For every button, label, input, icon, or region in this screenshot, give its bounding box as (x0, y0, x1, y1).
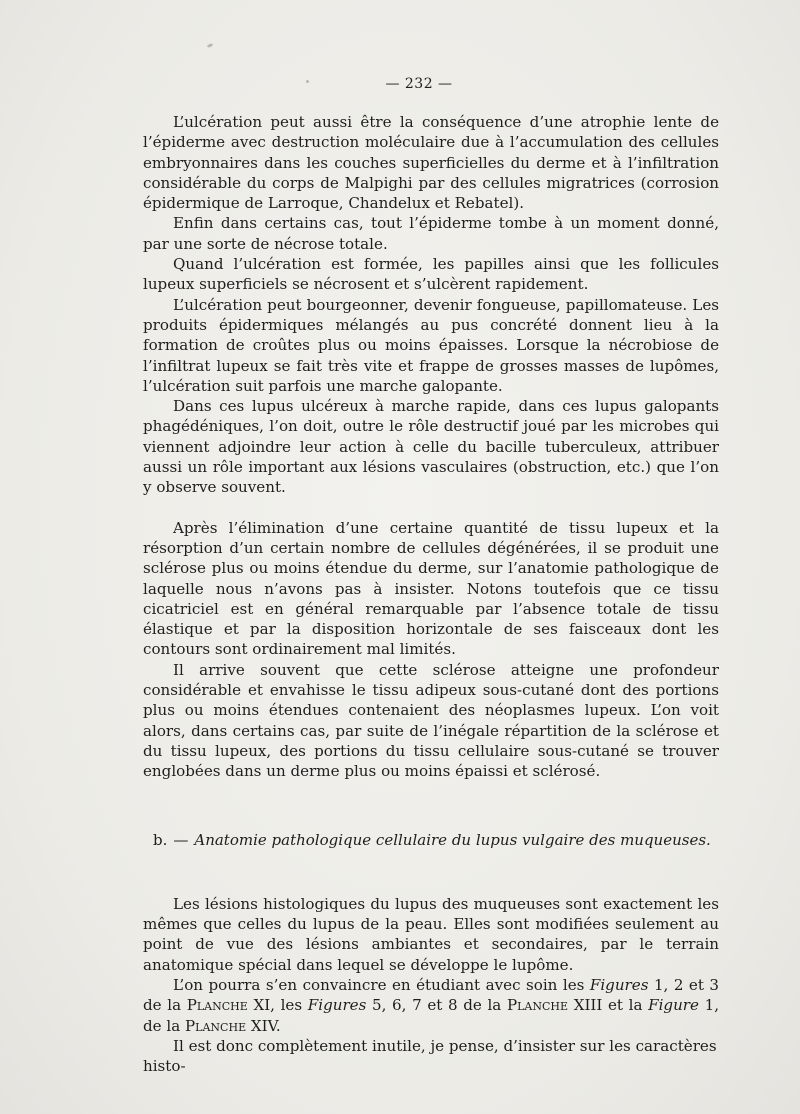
paragraph: L’ulcération peut bourgeonner, devenir fongueuse, papillomateuse. Les produits épidermiques mélangés au pus concrété donnent lieu à la formation de croûtes plus ou moins épaisses. Lorsque la nécrobiose de l’infiltrat lupeux se fait très vite et frappe de grosses masses de lupômes, l’ulcération suit parfois une marche galopante. (143, 295, 719, 395)
plate-ref: Planche (186, 996, 248, 1015)
text-run: 5, 6, 7 et 8 de la (366, 996, 507, 1015)
text-run: XI, les (247, 996, 308, 1015)
text-column (143, 112, 719, 1076)
plate-ref: Planche (506, 996, 569, 1015)
text-run: L’on pourra s’en convaincre en étudiant avec soin les (173, 975, 590, 994)
text-run: 1, 2 et 3 de la (143, 975, 720, 1015)
figure-ref: Figures (589, 975, 649, 994)
paragraph: Après l’élimination d’une certaine quantité de tissu lupeux et la résorption d’un certain nombre de cellules dégénérées, il se produit une sclérose plus ou moins étendue du derme, sur l’anatomie pathologique de laquelle nous n’avons pas à insister. Notons toutefois que ce tissu cicatriciel est en général remarquable par l’absence totale de tissu élastique et par la disposition horizontale de ses faisceaux dont les contours sont ordinairement mal limités. (143, 518, 719, 659)
text-run: XIV. (246, 1016, 281, 1035)
paragraph: Enfin dans certains cas, tout l’épiderme tombe à un moment donné, par une sorte de nécrose totale. (143, 214, 719, 253)
figure-ref: Figure (648, 996, 699, 1015)
paragraph: Quand l’ulcération est formée, les papilles ainsi que les follicules lupeux superficiels se nécrosent et s’ulcèrent rapidement. (143, 255, 719, 294)
text-run: 1, de la (143, 996, 720, 1035)
figure-reference-paragraph (143, 975, 719, 1036)
paragraph: Il arrive souvent que cette sclérose atteigne une profondeur considérable et envahisse le tissu adipeux sous-cutané dont des portions plus ou moins étendues contenaient des néoplasmes lupeux. L’on voit alors, dans certains cas, par suite de l’inégale répartition de la sclérose et du tissu lupeux, des portions du tissu cellulaire sous-cutané se trouver englobées dans un derme plus ou moins épaissi et sclérosé. (143, 660, 719, 781)
paper-speck (207, 43, 214, 48)
paragraph: Il est donc complètement inutile, je pense, d’insister sur les caractères histo- (143, 1036, 717, 1076)
plate-ref: Planche (185, 1016, 247, 1035)
section-title: Anatomie pathologique cellulaire du lupus vulgaire des muqueuses. (194, 830, 711, 849)
paragraph: L’ulcération peut aussi être la conséquence d’une atrophie lente de l’épiderme avec destruction moléculaire due à l’accumulation des cellules embryonnaires dans les couches superficielles du derme et à l’infiltration considérable du corps de Malpighi par des cellules migratrices (corrosion épidermique de Larroque, Chandelux et Rebatel). (143, 113, 719, 213)
figure-ref: Figures (307, 996, 367, 1015)
section-letter: b. (153, 830, 168, 849)
text-run: XIII et la (568, 996, 649, 1015)
page-number: — 232 — (385, 76, 453, 92)
paragraph: Les lésions histologiques du lupus des muqueuses sont exactement les mêmes que celles du lupus de la peau. Elles sont modifiées seulement au point de vue des lésions ambiantes et secondaires, par le terrain anatomique spécial dans lequel se développe le lupôme. (143, 894, 719, 974)
paragraph: Dans ces lupus ulcéreux à marche rapide, dans ces lupus galopants phagédéniques, l’on doit, outre le rôle destructif joué par les microbes qui viennent adjoindre leur action à celle du bacille tuberculeux, attribuer aussi un rôle important aux lésions vasculaires (obstruction, etc.) que l’on y observe souvent. (143, 397, 719, 497)
section-heading (143, 830, 719, 850)
section-dash: — (173, 830, 189, 849)
